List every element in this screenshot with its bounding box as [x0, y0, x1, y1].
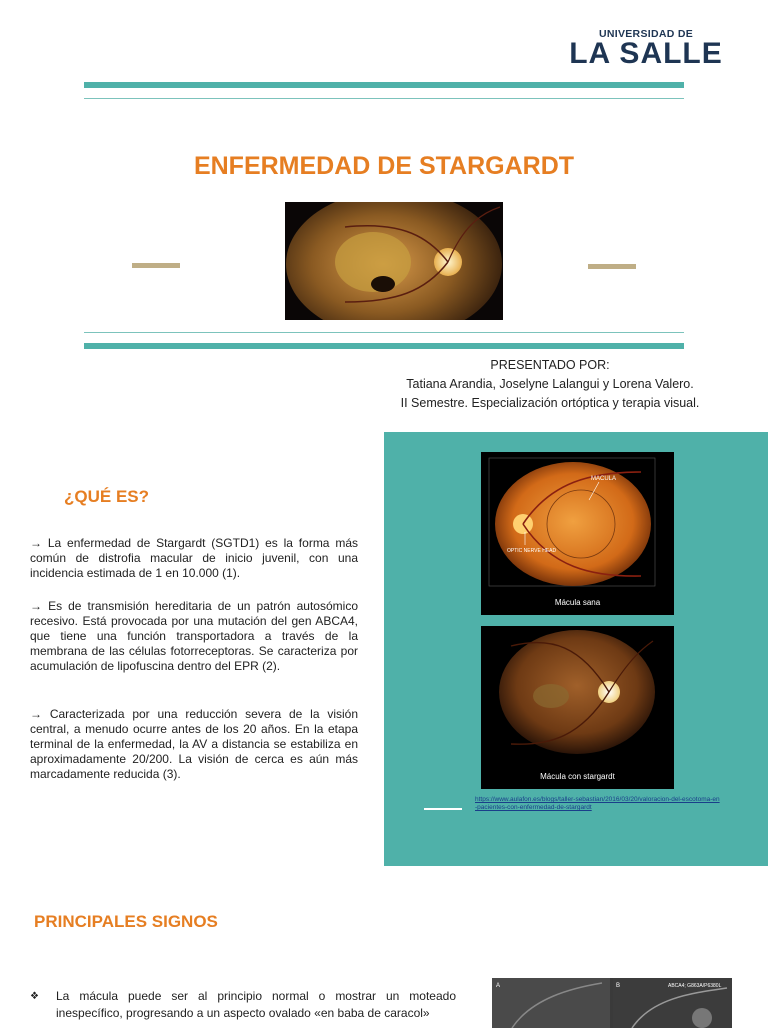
presented-by-block — [350, 356, 750, 413]
autofluorescence-figure — [492, 978, 732, 1028]
mid-rule-thick — [84, 343, 684, 349]
mid-rule-thin — [84, 332, 684, 333]
presented-names: Tatiana Arandia, Joselyne Lalangui y Lorena Valero. — [406, 377, 694, 391]
right-accent-dash — [588, 264, 636, 269]
panel-white-dash — [424, 808, 462, 810]
stargardt-macula-caption: Mácula con stargardt — [540, 772, 615, 781]
logo-top-text: UNIVERSIDAD DE — [598, 28, 694, 40]
presented-heading: PRESENTADO POR: — [490, 358, 610, 372]
stargardt-fundus-image — [285, 202, 503, 320]
presented-semester: II Semestre. Especialización ortóptica y terapia visual. — [400, 396, 700, 410]
source-link[interactable]: https://www.aulafon.es/blogs/taller-sebastian/2016/03/20/valoracion-del-escotoma-en-pacientes-con-enfermedad-de-stargardt — [475, 796, 720, 811]
page-title: ENFERMEDAD DE STARGARDT — [193, 152, 575, 180]
diamond-bullet-icon: ❖ — [30, 991, 39, 1002]
que-es-paragraph-1: → La enfermedad de Stargardt (SGTD1) es la forma más común de distrofia macular de inicio juvenil, con una incidencia estimada de 1 en 10.000 (1). — [30, 536, 358, 580]
logo-main-text: LA SALLE — [569, 37, 723, 70]
signos-bullet-text: La mácula puede ser al principio normal o mostrar un moteado inespecífico, progresando a un aspecto ovalado «en baba de caracol» — [56, 989, 456, 1020]
que-es-heading: ¿QUÉ ES? — [64, 487, 150, 506]
university-logo — [548, 12, 744, 78]
figure-label-a: A — [496, 983, 501, 989]
figure-label-b: B — [616, 983, 621, 989]
optic-nerve-label: OPTIC NERVE HEAD — [507, 548, 557, 554]
macula-label: MACULA — [591, 476, 617, 482]
left-accent-dash — [132, 263, 180, 268]
healthy-macula-caption: Mácula sana — [554, 598, 601, 607]
que-es-paragraph-2: → Es de transmisión hereditaria de un patrón autosómico recesivo. Está provocada por una mutación del gen ABCA4, que tiene una función transportadora a través de la membrana de las células fotorreceptoras. Se caracteriza por acumulación de lipofuscina dentro del EPR (2). — [30, 599, 358, 673]
top-rule-thick — [84, 82, 684, 88]
stargardt-macula-photo — [481, 626, 674, 789]
signos-bullet-1 — [30, 988, 456, 1022]
figure-label-gene: ABCA4; G863A/P6380L — [668, 983, 722, 989]
que-es-paragraph-3: → Caracterizada por una reducción severa de la visión central, a menudo ocurre antes de los 20 años. En la etapa terminal de la enfermedad, la AV a distancia se estabiliza en aproximadamente 20/200. La visión de cerca es aún más marcadamente reducida (3). — [30, 707, 358, 781]
healthy-macula-photo — [481, 452, 674, 615]
top-rule-thin — [84, 98, 684, 99]
principales-signos-heading: PRINCIPALES SIGNOS — [34, 912, 218, 931]
